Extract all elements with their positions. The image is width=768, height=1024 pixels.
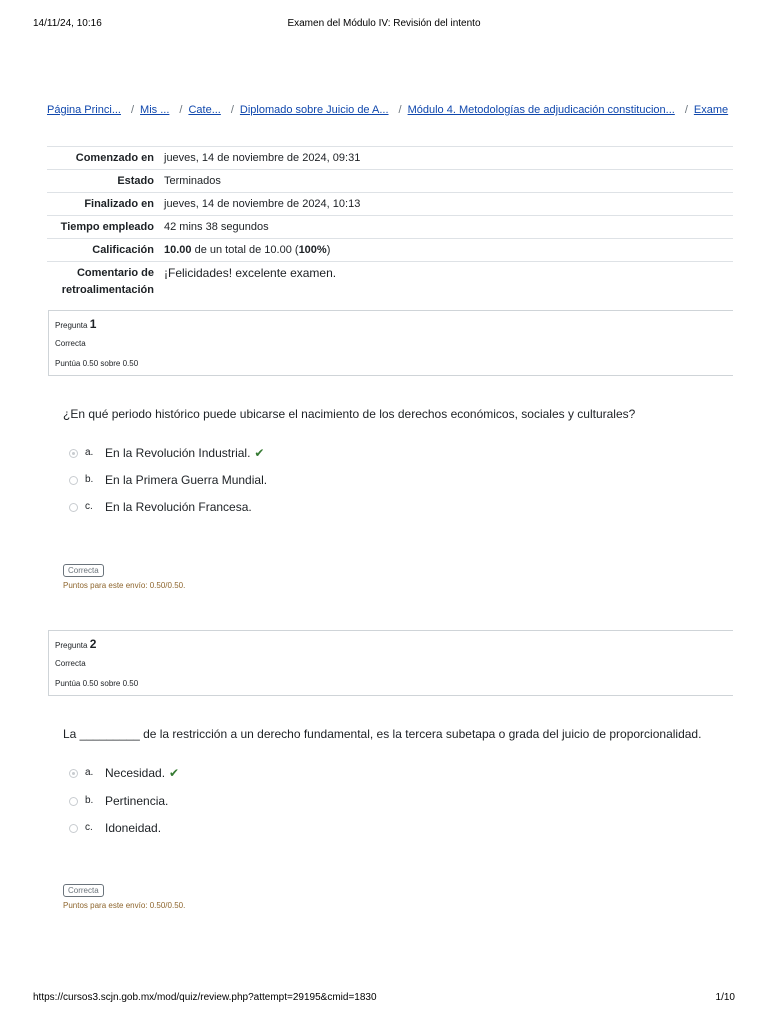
question-prefix: Pregunta bbox=[55, 641, 88, 650]
print-url: https://cursos3.scjn.gob.mx/mod/quiz/review.php?attempt=29195&cmid=1830 bbox=[33, 992, 377, 1003]
print-header bbox=[33, 18, 735, 32]
breadcrumb-separator: / bbox=[684, 104, 688, 116]
question-number bbox=[55, 637, 96, 651]
question-grade: Puntúa 0.50 sobre 0.50 bbox=[55, 679, 139, 688]
option-label: Necesidad. bbox=[105, 766, 166, 780]
print-title: Examen del Módulo IV: Revisión del intento bbox=[287, 18, 481, 29]
radio-checked-icon[interactable] bbox=[69, 449, 78, 458]
summary-label: Tiempo empleado bbox=[60, 221, 154, 233]
summary-label: Comenzado en bbox=[75, 152, 154, 164]
breadcrumb-separator: / bbox=[130, 104, 135, 116]
summary-value: Terminados bbox=[164, 175, 221, 187]
summary-value: 42 mins 38 segundos bbox=[164, 221, 269, 233]
breadcrumb-course[interactable]: Diplomado sobre Juicio de A... bbox=[239, 104, 389, 116]
option-label: En la Revolución Francesa. bbox=[105, 500, 252, 514]
question-state: Correcta bbox=[55, 339, 86, 348]
question-number-value: 1 bbox=[89, 317, 97, 331]
breadcrumb-module[interactable]: Módulo 4. Metodologías de adjudicación constitucion... bbox=[407, 104, 675, 116]
grade-total: de un total de 10.00 ( bbox=[191, 244, 299, 256]
breadcrumb-separator: / bbox=[398, 104, 402, 116]
status-badge: Correcta bbox=[63, 884, 104, 897]
summary-row-time-taken bbox=[47, 216, 733, 239]
summary-row-grade bbox=[47, 239, 733, 262]
grade-percent: 100% bbox=[298, 244, 327, 256]
option-letter: c. bbox=[85, 822, 93, 833]
option-label: En la Revolución Industrial. bbox=[105, 446, 251, 460]
option-label: Pertinencia. bbox=[105, 794, 169, 808]
page-number: 1/10 bbox=[715, 992, 735, 1003]
question-info-box bbox=[48, 310, 733, 376]
summary-row-finished bbox=[47, 193, 733, 216]
points-text: Puntos para este envío: 0.50/0.50. bbox=[63, 901, 186, 910]
summary-value bbox=[159, 239, 733, 262]
summary-value: ¡Felicidades! excelente examen. bbox=[164, 266, 337, 280]
points-text: Puntos para este envío: 0.50/0.50. bbox=[63, 581, 186, 590]
summary-label: Calificación bbox=[92, 244, 154, 256]
option-text bbox=[105, 446, 264, 460]
grade-close: ) bbox=[326, 244, 331, 256]
radio-checked-icon[interactable] bbox=[69, 769, 78, 778]
print-datetime: 14/11/24, 10:16 bbox=[33, 18, 102, 29]
summary-label: Estado bbox=[117, 175, 154, 187]
grade-score: 10.00 bbox=[164, 244, 192, 256]
question-text: ¿En qué periodo histórico puede ubicarse el nacimiento de los derechos económicos, sociales y culturales? bbox=[63, 407, 636, 421]
radio-icon[interactable] bbox=[69, 824, 78, 833]
radio-icon[interactable] bbox=[69, 797, 78, 806]
question-info-box bbox=[48, 630, 733, 696]
question-state: Correcta bbox=[55, 659, 86, 668]
summary-label: Finalizado en bbox=[84, 198, 154, 210]
breadcrumb-home[interactable]: Página Princi... bbox=[47, 104, 121, 116]
correct-check-icon: ✔ bbox=[254, 446, 265, 460]
summary-row-state bbox=[47, 170, 733, 193]
summary-row-feedback bbox=[47, 262, 733, 302]
attempt-summary-table bbox=[47, 146, 733, 301]
correct-check-icon: ✔ bbox=[169, 766, 180, 780]
summary-value: jueves, 14 de noviembre de 2024, 10:13 bbox=[164, 198, 361, 210]
breadcrumb-separator: / bbox=[230, 104, 234, 116]
breadcrumb bbox=[47, 104, 733, 116]
question-text: La _________ de la restricción a un derecho fundamental, es la tercera subetapa o grada del juicio de proporcionalidad. bbox=[63, 727, 702, 741]
summary-value: jueves, 14 de noviembre de 2024, 09:31 bbox=[164, 152, 361, 164]
status-badge: Correcta bbox=[63, 564, 104, 577]
option-letter: a. bbox=[85, 767, 94, 778]
breadcrumb-my-courses[interactable]: Mis ... bbox=[140, 104, 170, 116]
question-prefix: Pregunta bbox=[55, 321, 88, 330]
option-letter: b. bbox=[85, 474, 94, 485]
radio-icon[interactable] bbox=[69, 476, 78, 485]
option-letter: a. bbox=[85, 447, 94, 458]
option-letter: c. bbox=[85, 501, 93, 512]
question-number bbox=[55, 317, 96, 331]
option-label: Idoneidad. bbox=[105, 821, 162, 835]
question-grade: Puntúa 0.50 sobre 0.50 bbox=[55, 359, 139, 368]
radio-icon[interactable] bbox=[69, 503, 78, 512]
breadcrumb-category[interactable]: Cate... bbox=[188, 104, 221, 116]
option-label: En la Primera Guerra Mundial. bbox=[105, 473, 268, 487]
breadcrumb-exam[interactable]: Exame bbox=[693, 104, 729, 116]
option-letter: b. bbox=[85, 795, 94, 806]
option-text bbox=[105, 766, 179, 780]
summary-label: Comentario de retroalimentación bbox=[61, 267, 154, 296]
breadcrumb-separator: / bbox=[179, 104, 183, 116]
summary-row-started bbox=[47, 147, 733, 170]
question-number-value: 2 bbox=[89, 637, 97, 651]
